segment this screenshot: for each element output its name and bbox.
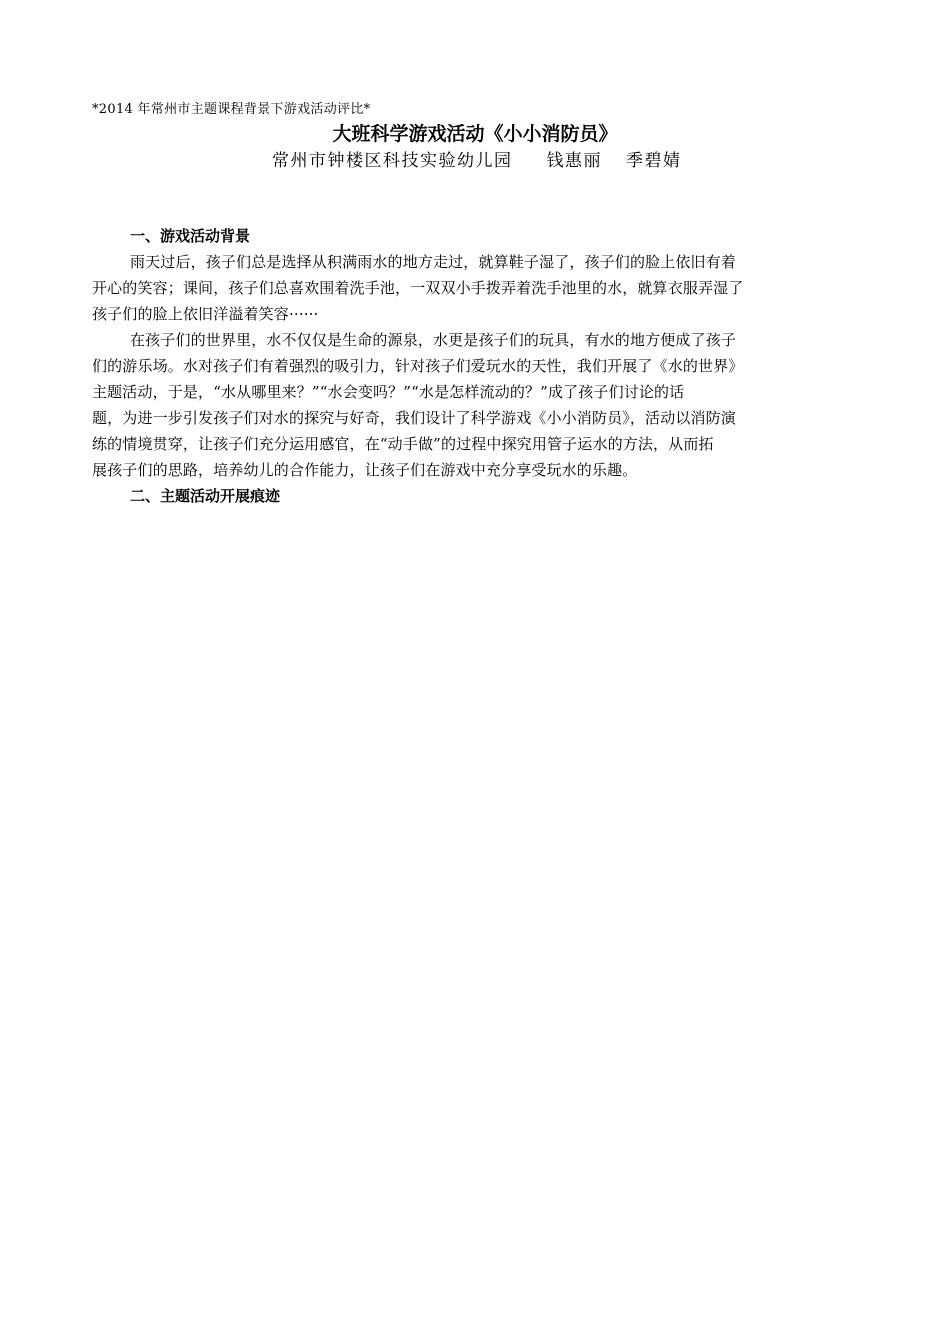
school-name: 常州市钟楼区科技实验幼儿园 [272,151,513,171]
text-line: 雨天过后，孩子们总是选择从积满雨水的地方走过，就算鞋子湿了，孩子们的脸上依旧有着 [130,253,737,271]
text-line: 展孩子们的思路，培养幼儿的合作能力，让孩子们在游戏中充分享受玩水的乐趣。 [92,461,638,479]
text-line: 孩子们的脸上依旧洋溢着笑容······ [92,305,319,323]
document-body [92,223,882,509]
text-line: 们的游乐场。水对孩子们有着强烈的吸引力，针对孩子们爱玩水的天性，我们开展了《水的世界》 [92,357,744,375]
section-heading: 一、游戏活动背景 [130,227,251,245]
text-line: 在孩子们的世界里，水不仅仅是生命的源泉，水更是孩子们的玩具，有水的地方便成了孩子 [130,331,737,349]
author-name: 季碧婧 [626,151,682,171]
paragraph [92,327,882,483]
text-line: 题，为进一步引发孩子们对水的探究与好奇，我们设计了科学游戏《小小消防员》，活动以消防演 [92,409,736,427]
text-line: 练的情境贯穿，让孩子们充分运用感官，在“动手做”的过程中探究用管子运水的方法，从而拓 [92,435,714,453]
section-heading: 二、主题活动开展痕迹 [130,487,281,505]
text-line: 开心的笑容；课间，孩子们总喜欢围着洗手池，一双双小手拨弄着洗手池里的水，就算衣服弄湿了 [92,279,744,297]
byline [272,148,682,174]
text-line: 主题活动，于是，“水从哪里来？”“水会变吗？”“水是怎样流动的？”成了孩子们讨论的话 [92,383,685,401]
paragraph [92,249,882,327]
document-title: 大班科学游戏活动《小小消防员》 [332,123,618,145]
competition-note: *2014 年常州市主题课程背景下游戏活动评比* [92,102,371,117]
author-name: 钱惠丽 [546,151,602,171]
